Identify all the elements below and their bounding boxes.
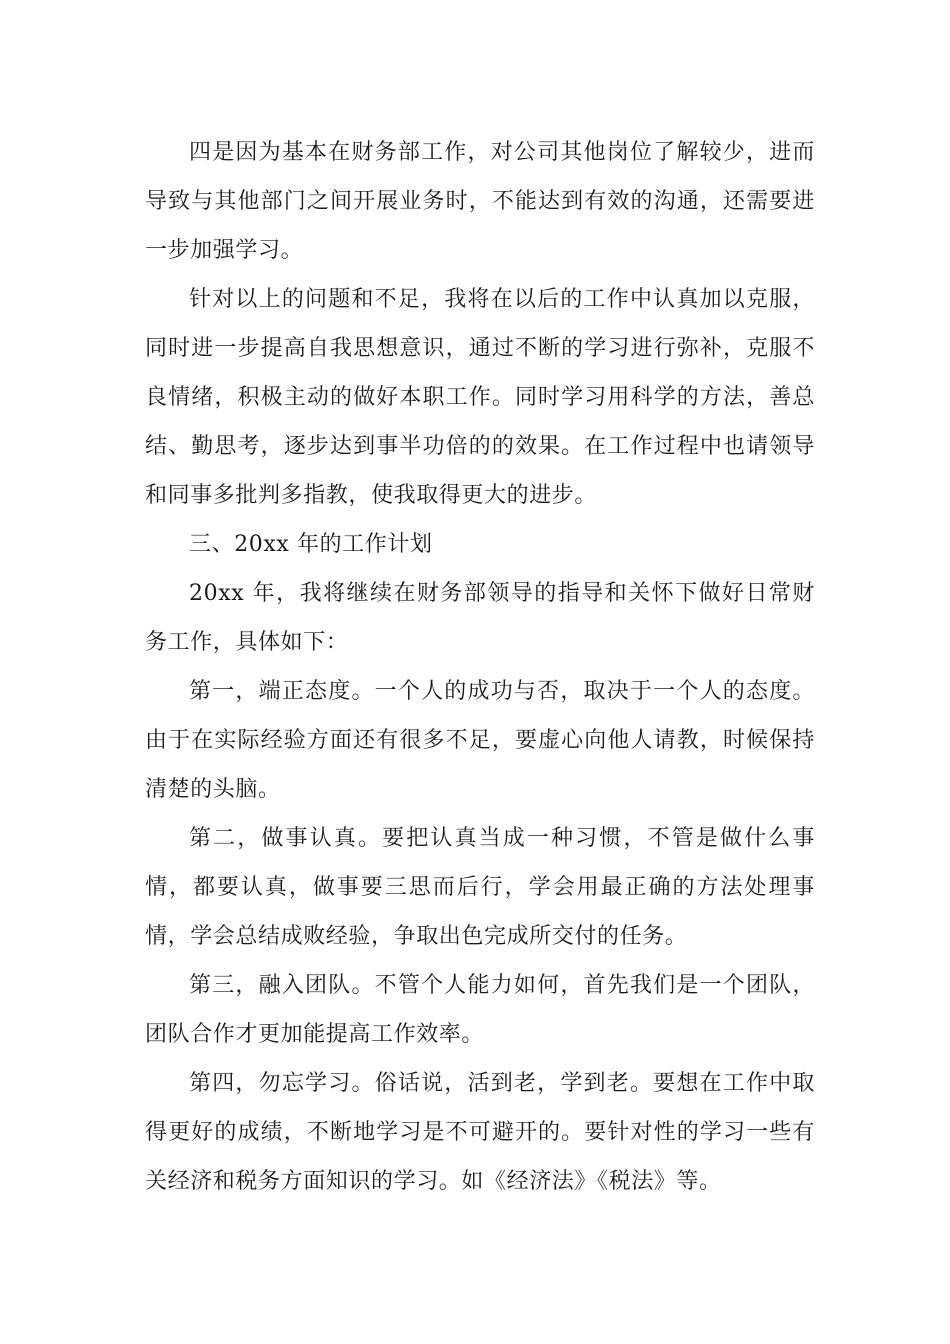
paragraph-2: 针对以上的问题和不足，我将在以后的工作中认真加以克服，同时进一步提高自我思想意识，通过不断的学习进行弥补，克服不良情绪，积极主动的做好本职工作。同时学习用科学的方法，善总结、勤思考，逐步达到事半功倍的的效果。在工作过程中也请领导和同事多批判多指教，使我取得更大的进步。 <box>145 287 815 508</box>
section-heading: 三、20xx 年的工作计划 <box>189 532 433 557</box>
document-body <box>145 128 815 1206</box>
paragraph-1: 四是因为基本在财务部工作，对公司其他岗位了解较少，进而导致与其他部门之间开展业务时，不能达到有效的沟通，还需要进一步加强学习。 <box>145 140 815 263</box>
plan-item-1: 第一，端正态度。一个人的成功与否，取决于一个人的态度。由于在实际经验方面还有很多不足，要虚心向他人请教，时候保持清楚的头脑。 <box>145 679 815 802</box>
plan-item-3: 第三，融入团队。不管个人能力如何，首先我们是一个团队，团队合作才更加能提高工作效率。 <box>145 973 815 1047</box>
plan-item-2: 第二，做事认真。要把认真当成一种习惯，不管是做什么事情，都要认真，做事要三思而后行，学会用最正确的方法处理事情，学会总结成败经验，争取出色完成所交付的任务。 <box>145 826 815 949</box>
paragraph-3: 20xx 年，我将继续在财务部领导的指导和关怀下做好日常财务工作，具体如下： <box>145 581 815 655</box>
plan-item-4: 第四，勿忘学习。俗话说，活到老，学到老。要想在工作中取得更好的成绩，不断地学习是不可避开的。要针对性的学习一些有关经济和税务方面知识的学习。如《经济法》《税法》等。 <box>145 1071 815 1194</box>
